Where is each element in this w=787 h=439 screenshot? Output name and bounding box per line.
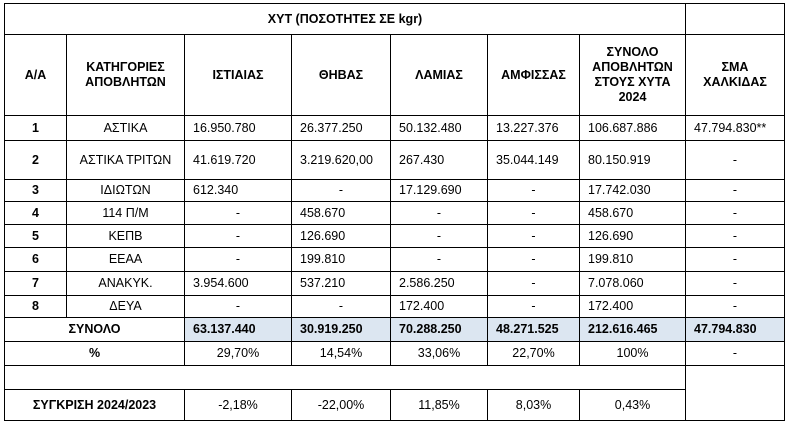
header-amfissas: ΑΜΦΙΣΣΑΣ xyxy=(488,35,580,116)
header-sma: ΣΜΑ ΧΑΛΚΙΔΑΣ xyxy=(686,35,785,116)
waste-table xyxy=(4,3,785,421)
compare-row: ΣΥΓΚΡΙΣΗ 2024/2023 -2,18% -22,00% 11,85% 8,03% 0,43% xyxy=(5,390,785,421)
table-row: 2 ΑΣΤΙΚΑ ΤΡΙΤΩΝ 41.619.720 3.219.620,00 267.430 35.044.149 80.150.919 - xyxy=(5,141,785,180)
title-empty-cell xyxy=(686,4,785,35)
sum-row: ΣΥΝΟΛΟ 63.137.440 30.919.250 70.288.250 48.271.525 212.616.465 47.794.830 xyxy=(5,318,785,342)
percent-label: % xyxy=(5,342,185,366)
table-row: 5 ΚΕΠΒ - 126.690 - - 126.690 - xyxy=(5,225,785,248)
table-row: 4 114 Π/Μ - 458.670 - - 458.670 - xyxy=(5,202,785,225)
header-thivas: ΘΗΒΑΣ xyxy=(292,35,391,116)
table-row: 8 ΔΕΥΑ - - 172.400 - 172.400 - xyxy=(5,296,785,318)
table-row: 6 ΕΕΑΑ - 199.810 - - 199.810 - xyxy=(5,248,785,272)
header-lamias: ΛΑΜΙΑΣ xyxy=(391,35,488,116)
sum-label: ΣΥΝΟΛΟ xyxy=(5,318,185,342)
header-istiaias: ΙΣΤΙΑΙΑΣ xyxy=(185,35,292,116)
compare-label: ΣΥΓΚΡΙΣΗ 2024/2023 xyxy=(5,390,185,421)
table-title: ΧΥΤ (ΠΟΣΟΤΗΤΕΣ ΣΕ kgr) xyxy=(5,4,686,35)
table-row: 3 ΙΔΙΩΤΩΝ 612.340 - 17.129.690 - 17.742.030 - xyxy=(5,180,785,202)
spacer-row xyxy=(5,366,785,390)
header-total: ΣΥΝΟΛΟ ΑΠΟΒΛΗΤΩΝ ΣΤΟΥΣ ΧΥΤΑ 2024 xyxy=(580,35,686,116)
table-row: 7 ΑΝΑΚΥΚ. 3.954.600 537.210 2.586.250 - 7.078.060 - xyxy=(5,272,785,296)
header-category: ΚΑΤΗΓΟΡΙΕΣ ΑΠΟΒΛΗΤΩΝ xyxy=(67,35,185,116)
table-row: 1 ΑΣΤΙΚΑ 16.950.780 26.377.250 50.132.480 13.227.376 106.687.886 47.794.830** xyxy=(5,116,785,141)
header-aa: Α/Α xyxy=(5,35,67,116)
percent-row: % 29,70% 14,54% 33,06% 22,70% 100% - xyxy=(5,342,785,366)
